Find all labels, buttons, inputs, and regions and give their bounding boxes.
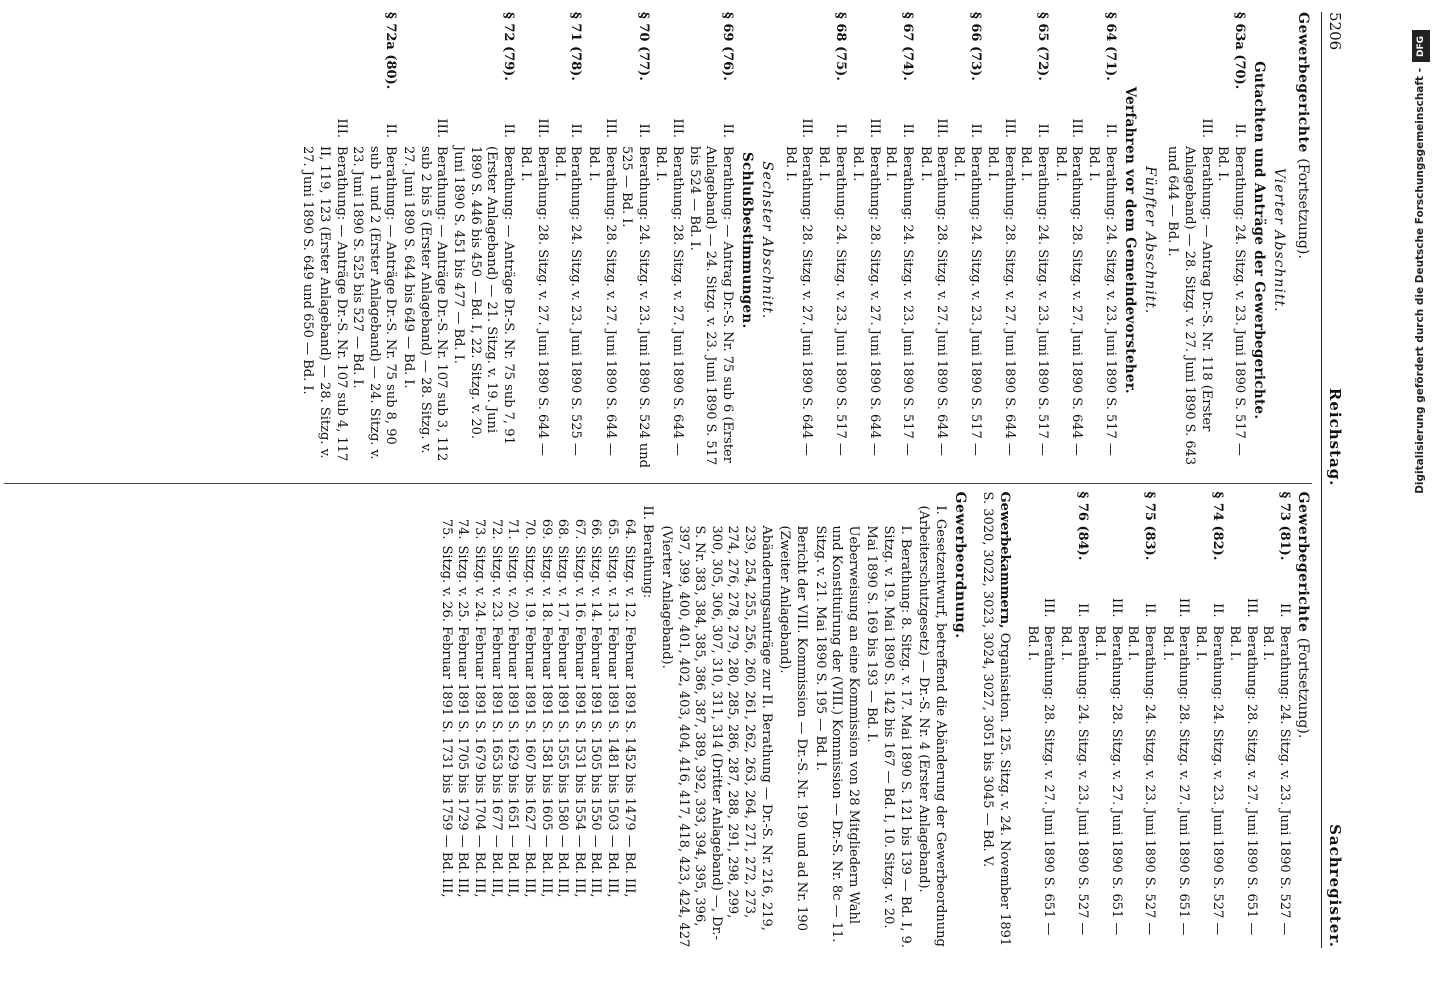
reading-row <box>1051 100 1084 469</box>
reading-text: Berathung: 28. Sitzg. v. 27. Juni 1890 S. 644 — Bd. I. <box>917 146 950 456</box>
reading-number: II. <box>568 123 584 138</box>
reading-text: Berathung: 28. Sitzg. v. 27. Juni 1890 S. 644 — Bd. I. <box>850 146 882 456</box>
session-number: 69. <box>538 518 554 540</box>
session-text: Sitzg. v. 17. Februar 1891 S. 1555 bis 1580 — Bd. III, <box>555 545 571 898</box>
entry-readings <box>1023 580 1090 949</box>
reading-number: II. <box>967 123 983 138</box>
paragraph-entry <box>399 12 515 469</box>
session-number: 75. <box>438 518 454 540</box>
reading-text: Berathung: 28. Sitzg. v. 27. Juni 1890 S. 651 — Bd. I. <box>1227 625 1259 936</box>
reading-number: II. <box>1277 603 1293 618</box>
reading-number: II. <box>383 123 399 138</box>
paragraph-entry <box>1091 492 1158 949</box>
paragraph-entry <box>849 12 916 469</box>
reading-number: III. <box>333 118 349 138</box>
reading-row <box>1164 100 1214 469</box>
chapter-subtitle: Gutachten und Anträge der Gewerbegerichte. <box>1251 61 1268 420</box>
reading-text: Berathung: 24. Sitzg. v. 23. Juni 1890 S. 527 — Bd. I. <box>1260 625 1293 936</box>
paragraph-number: § 74 (82). <box>1209 491 1225 561</box>
chapter-heading: Sechster Abschnitt. <box>759 161 776 320</box>
reading-row <box>1214 100 1247 469</box>
entry-readings <box>984 100 1051 469</box>
reading-row <box>781 100 814 469</box>
session-text: Sitzg. v. 24. Februar 1891 S. 1679 bis 1704 — Bd. III, <box>472 545 488 898</box>
right-section-continued: (Fortsetzung). <box>1295 637 1311 739</box>
reading-text: Berathung: 28. Sitzg. v. 27. Juni 1890 S. 644 — Bd. I. <box>585 146 618 456</box>
reading-number: II. <box>1102 123 1118 138</box>
reading-number: II. <box>900 123 916 138</box>
gewerbeordnung-report: Bericht der VIII. Kommission — Dr.-S. Nr. 190 und ad Nr. 190 (Zweiter Anlageband). <box>777 525 809 931</box>
session-number: 65. <box>605 518 621 540</box>
entry-readings <box>849 100 916 469</box>
session-item <box>554 492 571 949</box>
session-text: Sitzg. v. 12. Februar 1891 S. 1452 bis 1479 — Bd. III, <box>621 545 637 898</box>
session-text: Sitzg. v. 23. Februar 1891 S. 1653 bis 1677 — Bd. III, <box>488 545 504 898</box>
chapter-subtitle: Schlußbestimmungen. <box>739 152 756 329</box>
paragraph-number: § 67 (74). <box>900 12 916 81</box>
reading-number: III. <box>670 118 686 138</box>
session-item <box>504 492 521 949</box>
gewerbekammern-title: Gewerbekammern, <box>997 491 1013 629</box>
reading-row <box>1226 580 1259 949</box>
session-item <box>470 492 487 949</box>
reading-row <box>618 100 651 469</box>
session-text: Sitzg. v. 18. Februar 1891 S. 1581 bis 1605 — Bd. III, <box>538 545 554 898</box>
reading-row <box>916 100 949 469</box>
reading-number: II. <box>1074 603 1090 618</box>
left-section-title: Gewerbegerichte <box>1295 12 1311 153</box>
session-number: 67. <box>571 518 587 540</box>
entry-readings <box>1158 580 1225 949</box>
session-list <box>437 492 637 949</box>
reading-row <box>1023 580 1056 949</box>
session-number: 72. <box>488 518 504 540</box>
paragraph-number: § 66 (73). <box>967 12 983 81</box>
reading-number: III. <box>434 118 450 138</box>
session-text: Sitzg. v. 13. Februar 1891 S. 1481 bis 1503 — Bd. III, <box>605 545 621 898</box>
reading-text: Berathung: — Anträge Dr.-S. Nr. 107 sub 3, 112 sub 2 bis 5 (Erster Anlageband) — 28. Sitzg. v. 27. Juni 1890 S. 644 bis 649 — Bd. I. <box>401 146 450 462</box>
left-section-continued: (Fortsetzung). <box>1295 158 1311 259</box>
entry-readings <box>916 100 983 469</box>
entry-readings <box>517 100 584 469</box>
reading-row <box>349 100 399 469</box>
reading-text: Berathung: — Anträge Dr.-S. Nr. 75 sub 7, 91 (Erster Anlageband) — 21. Sitzg. v. 19. Juni 1890 S. 446 bis 450 — Bd. I, 22. Sitzg. v. 20. Juni 1890 S. 451 bis 477 — Bd. I. <box>450 146 516 445</box>
left-section-heading <box>1293 12 1311 469</box>
session-number: 66. <box>588 518 604 540</box>
reading-number: III. <box>1001 118 1017 138</box>
reading-text: Berathung: 24. Sitzg. v. 23. Juni 1890 S. 517 — Bd. I. <box>951 146 983 456</box>
session-text: Sitzg. v. 26. Februar 1891 S. 1731 bis 1759 — Bd. III, <box>438 545 454 898</box>
paragraph-number: § 71 (78). <box>568 12 584 81</box>
entry-readings <box>1164 100 1247 469</box>
two-column-body <box>4 12 1312 948</box>
reading-row <box>814 100 847 469</box>
reading-text: Berathung: 24. Sitzg. v. 23. Juni 1890 S. 525 — Bd. I. <box>551 146 584 456</box>
session-number: 64. <box>621 518 637 540</box>
reading-number: III. <box>1176 597 1192 618</box>
reading-text: Berathung: — Antrag Dr.-S. Nr. 118 (Erster Anlageband) — 28. Sitzg. v. 27. Juni 1890 S. 643 und 644 — Bd. I. <box>1165 146 1214 466</box>
entry-readings <box>299 100 399 469</box>
credit-text: Digitalisierung gefördert durch die Deutsche Forschungsgemeinschaft - <box>1414 68 1426 494</box>
reading-number: III. <box>602 118 618 138</box>
reading-row <box>449 100 516 469</box>
paragraph-number: § 75 (83). <box>1142 491 1158 561</box>
session-text: Sitzg. v. 20. Februar 1891 S. 1629 bis 1651 — Bd. III, <box>505 545 521 898</box>
paragraph-entry <box>1158 492 1225 949</box>
paragraph-number: § 69 (76). <box>719 12 735 81</box>
left-column <box>4 12 1312 469</box>
reading-text: Berathung: 28. Sitzg. v. 27. Juni 1890 S. 644 — Bd. I. <box>1052 146 1085 456</box>
reading-row <box>949 100 982 469</box>
right-column <box>4 483 1312 949</box>
reading-text: Berathung: — Antrag Dr.-S. Nr. 75 sub 6 (Erster Anlageband) — 24. Sitzg. v. 23. Juni 1890 S. 517 bis 524 — Bd. I. <box>686 146 735 466</box>
entry-readings <box>652 100 735 469</box>
gewerbeordnung-amendments: Abänderungsanträge zur II. Berathung — Dr.-S. Nr. 216, 219, 239, 254, 255, 256, 260, 261, 262, 263, 264, 271, 272, 273, 274, 276, 278, 279, 280, 285, 286, 287, 288, 291, 298, 299, 300, 305, 306, 307, 310, 311, 314 (Dritter Anlageband) —, Dr.-S. Nr. 383, 384, 385, 386, 387, 389, 392, 393, 394, 395, 396, 397, 399, 400, 401, 402, 403, 404, 416, 417, 418, 423, 424, 427 (Vierter Anlageband). <box>658 525 774 948</box>
reading-row <box>1191 580 1224 949</box>
reading-text: Berathung: 24. Sitzg. v. 23. Juni 1890 S. 527 — Bd. I. <box>1192 625 1225 936</box>
reading-number: III. <box>1041 597 1057 618</box>
reading-text: Berathung: 28. Sitzg. v. 27. Juni 1890 S. 644 — Bd. I. <box>653 146 686 456</box>
paragraph-entry <box>984 12 1051 469</box>
reading-number: II. <box>635 123 651 138</box>
reading-row <box>1259 580 1292 949</box>
session-text: Sitzg. v. 25. Februar 1891 S. 1705 bis 1729 — Bd. III, <box>455 545 471 898</box>
reading-number: III. <box>1198 118 1214 138</box>
reading-row <box>399 100 449 469</box>
session-text: Sitzg. v. 19. Februar 1891 S. 1607 bis 1627 — Bd. III, <box>521 545 537 898</box>
reading-text: Berathung: 28. Sitzg. v. 27. Juni 1890 S. 651 — Bd. I. <box>1024 625 1057 936</box>
reading-row <box>299 100 349 469</box>
reading-text: Berathung: 28. Sitzg. v. 27. Juni 1890 S. 644 — Bd. I. <box>985 146 1017 456</box>
right-section-heading <box>1293 492 1311 949</box>
paragraph-number: § 64 (71). <box>1102 12 1118 81</box>
reading-text: Berathung: 28. Sitzg. v. 27. Juni 1890 S. 644 — Bd. I. <box>518 146 551 456</box>
session-item <box>620 492 637 949</box>
session-item <box>437 492 454 949</box>
paragraph-entry <box>916 12 983 469</box>
paragraph-entry <box>517 12 584 469</box>
paragraph-entry <box>1051 12 1118 469</box>
reading-number: II. <box>1142 603 1158 618</box>
reading-text: Berathung: — Anträge Dr.-S. Nr. 107 sub 4, 117 II, 119, 123 (Erster Anlageband) — 28. Sitzg. v. 27. Juni 1890 S. 649 und 650 — Bd. I. <box>300 146 349 462</box>
right-entries <box>1023 492 1292 949</box>
chapter-heading: Vierter Abschnitt. <box>1271 167 1288 313</box>
entry-readings <box>1226 580 1293 949</box>
reading-number: II. <box>1231 123 1247 138</box>
session-number: 71. <box>505 518 521 540</box>
paragraph-number: § 65 (72). <box>1035 12 1051 81</box>
session-item <box>603 492 620 949</box>
reading-number: II. <box>719 123 735 138</box>
reading-text: Berathung: 24. Sitzg. v. 23. Juni 1890 S. 517 — Bd. I. <box>1086 146 1118 456</box>
gewerbeordnung-first-reading: I. Berathung: 8. Sitzg. v. 17. Mai 1890 S. 121 bis 139 — Bd. I, 9. Sitzg. v. 19. Mai 1890 S. 142 bis 167 — Bd. I, 10. Sitzg. v. 20. Mai 1890 S. 169 bis 193 — Bd. I. <box>864 525 913 948</box>
entry-readings <box>1051 100 1118 469</box>
right-section-title: Gewerbegerichte <box>1295 491 1311 633</box>
gewerbeordnung-title: Gewerbeordnung. <box>951 491 968 639</box>
entry-readings <box>1091 580 1158 949</box>
reading-row <box>849 100 882 469</box>
reading-text: Berathung: — Anträge Dr.-S. Nr. 75 sub 8, 90 sub 1 und 2 (Erster Anlageband) — 24. Sitzg. v. 23. Juni 1890 S. 525 bis 527 — Bd. I. <box>350 146 399 460</box>
paragraph-number: § 73 (81). <box>1277 491 1293 561</box>
reading-row <box>1084 100 1117 469</box>
session-number: 70. <box>521 518 537 540</box>
session-item <box>454 492 471 949</box>
chapter-heading: Fünfter Abschnitt. <box>1141 166 1158 315</box>
paragraph-number: § 72a (80). <box>383 12 399 90</box>
reading-row <box>685 100 735 469</box>
reading-row <box>652 100 685 469</box>
reading-text: Berathung: 28. Sitzg. v. 27. Juni 1890 S. 651 — Bd. I. <box>1092 625 1124 936</box>
reading-number: III. <box>799 118 815 138</box>
reading-text: Berathung: 24. Sitzg. v. 23. Juni 1890 S. 517 — Bd. I. <box>883 146 916 456</box>
session-item <box>587 492 604 949</box>
paragraph-number: § 63a (70). <box>1231 12 1247 90</box>
paragraph-entry <box>652 12 735 469</box>
reading-text: Berathung: 24. Sitzg. v. 23. Juni 1890 S. 517 — Bd. I. <box>1018 146 1051 456</box>
session-number: 74. <box>455 518 471 540</box>
session-text: Sitzg. v. 16. Februar 1891 S. 1531 bis 1554 — Bd. III, <box>571 545 587 898</box>
reading-row <box>584 100 617 469</box>
paragraph-number: § 70 (77). <box>635 12 651 81</box>
chapter-subtitle: Verfahren vor dem Gemeindevorsteher. <box>1121 86 1138 394</box>
reading-row <box>1017 100 1050 469</box>
digitization-credit <box>1412 30 1430 990</box>
entry-readings <box>584 100 651 469</box>
page-number: 5206 <box>1326 12 1344 51</box>
dfg-logo: DFG <box>1412 30 1430 62</box>
reading-row <box>517 100 550 469</box>
reading-number: III. <box>934 118 950 138</box>
reading-number: II. <box>500 123 516 138</box>
session-text: Sitzg. v. 14. Februar 1891 S. 1505 bis 1550 — Bd. III, <box>588 545 604 898</box>
reading-text: Berathung: 24. Sitzg. v. 23. Juni 1890 S. 524 und 525 — Bd. I. <box>619 146 651 468</box>
reading-row <box>984 100 1017 469</box>
entry-readings <box>781 100 848 469</box>
reading-text: Berathung: 24. Sitzg. v. 23. Juni 1890 S. 517 — Bd. I. <box>1215 146 1247 456</box>
session-item <box>570 492 587 949</box>
gewerbekammern-entry <box>979 492 1012 949</box>
reading-text: Berathung: 24. Sitzg. v. 23. Juni 1890 S. 517 — Bd. I. <box>816 146 848 456</box>
paragraph-entry <box>584 12 651 469</box>
paragraph-number: § 68 (75). <box>832 12 848 81</box>
reading-row <box>1056 580 1089 949</box>
reading-number: II. <box>1209 603 1225 618</box>
gewerbeordnung-commission: Ueberweisung an eine Kommission von 28 Mitgliedern Wahl und Konstituirung der (VIII.) Kommission — Dr.-S. Nr. 8c — 11. Sitzg. v. 21. Mai 1890 S. 195 — Bd. I. <box>812 525 861 943</box>
reading-text: Berathung: 24. Sitzg. v. 23. Juni 1890 S. 527 — Bd. I. <box>1125 625 1158 936</box>
session-item <box>520 492 537 949</box>
paragraph-entry <box>1164 12 1247 469</box>
entry-readings <box>399 100 515 469</box>
paragraph-entry <box>299 12 399 469</box>
reading-text: Berathung: 24. Sitzg. v. 23. Juni 1890 S. 527 — Bd. I. <box>1057 625 1090 936</box>
register-title: Sachregister. <box>1326 824 1344 948</box>
paragraph-number: § 72 (79). <box>500 12 516 81</box>
running-title: Reichstag. <box>1326 387 1344 487</box>
reading-text: Berathung: 28. Sitzg. v. 27. Juni 1890 S. 651 — Bd. I. <box>1159 625 1192 936</box>
page-header <box>1321 12 1362 948</box>
session-item <box>537 492 554 949</box>
reading-number: III. <box>535 118 551 138</box>
reading-number: III. <box>1069 118 1085 138</box>
paragraph-entry <box>1226 492 1293 949</box>
paragraph-entry <box>1023 492 1090 949</box>
session-number: 73. <box>472 518 488 540</box>
reading-row <box>882 100 915 469</box>
reading-text: Berathung: 28. Sitzg. v. 27. Juni 1890 S. 644 — Bd. I. <box>782 146 815 456</box>
reading-row <box>1091 580 1124 949</box>
gewerbeordnung-second-reading: II. Berathung: <box>640 505 656 599</box>
reading-number: II. <box>1035 123 1051 138</box>
session-item <box>487 492 504 949</box>
reading-row <box>550 100 583 469</box>
left-blocks <box>299 12 1287 469</box>
paragraph-entry <box>781 12 848 469</box>
gewerbekammern-text: Organisation. 125. Sitzg. v. 24. November 1891 S. 3020, 3022, 3023, 3024, 3027, 3051 bis 3045 — Bd. V. <box>980 491 1013 947</box>
reading-row <box>1158 580 1191 949</box>
reading-row <box>1124 580 1157 949</box>
reading-number: III. <box>1243 597 1259 618</box>
gewerbeordnung-intro: I. Gesetzentwurf, betreffend die Abänderung der Gewerbeordnung (Arbeiterschutzgesetz) — Dr.-S. Nr. 4 (Erster Anlageband). <box>916 505 948 947</box>
reading-number: II. <box>832 123 848 138</box>
session-number: 68. <box>555 518 571 540</box>
paragraph-number: § 76 (84). <box>1074 491 1090 561</box>
reading-number: III. <box>1108 597 1124 618</box>
reading-number: III. <box>866 118 882 138</box>
